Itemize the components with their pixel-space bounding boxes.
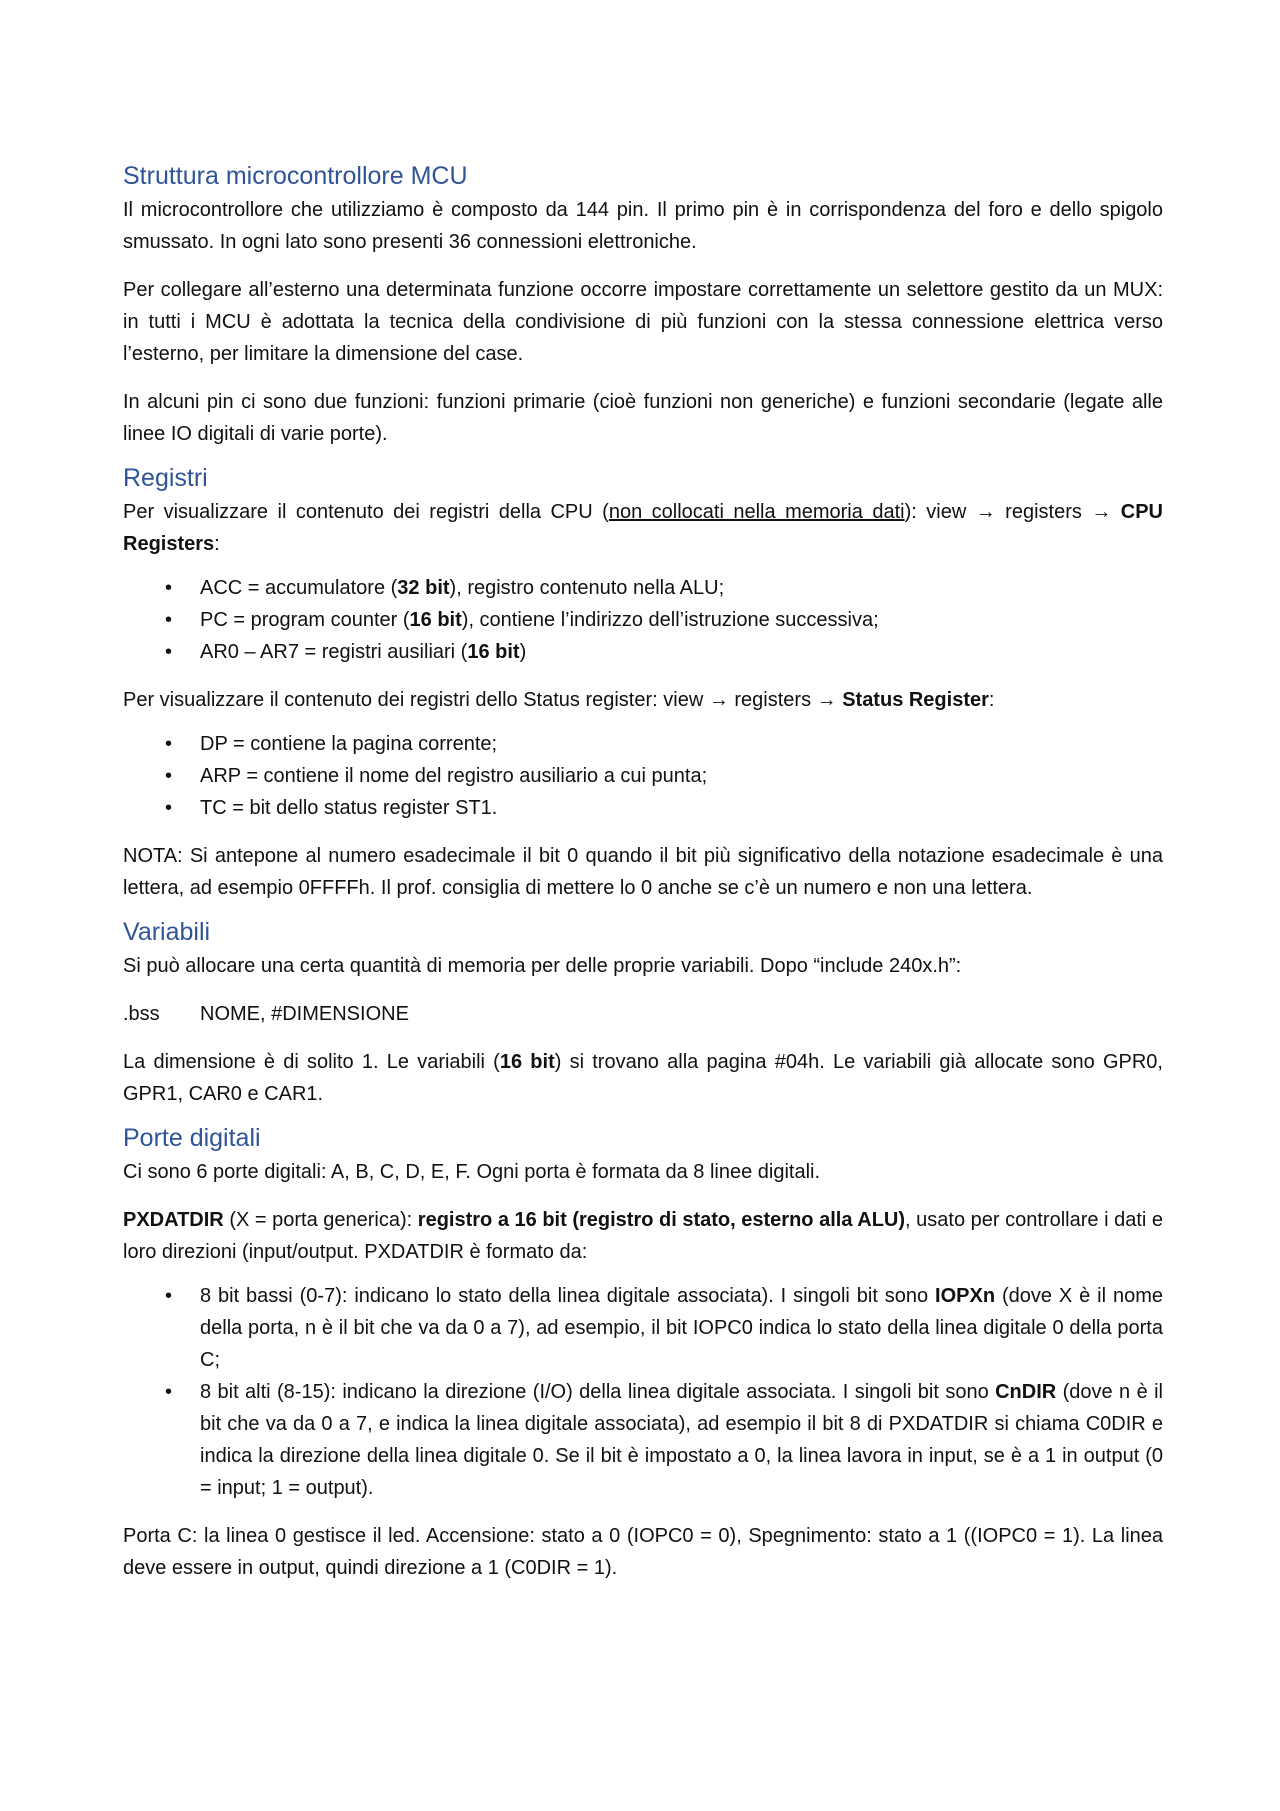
code-line: .bss NOME, #DIMENSIONE <box>123 1003 409 1025</box>
pxdatdir-list <box>123 1280 1163 1504</box>
list-item: • 8 bit bassi (0-7): indicano lo stato della linea digitale associata). I singoli bit sono IOPXn (dove X è il nome della porta, n è il bit che va da 0 a 7), ad esempio, il bit IOPC0 indica lo stato della linea digitale 0 della porta C; <box>165 1285 1163 1371</box>
paragraph: Per visualizzare il contenuto dei registri della CPU (non collocati nella memoria dati): view → registers → CPU Registers: <box>123 501 1163 555</box>
paragraph: Il microcontrollore che utilizziamo è composto da 144 pin. Il primo pin è in corrispondenza del foro e dello spigolo smussato. In ogni lato sono presenti 36 connessioni elettroniche. <box>123 199 1163 253</box>
list-item: • ARP = contiene il nome del registro ausiliario a cui punta; <box>165 765 708 787</box>
status-register-list <box>123 728 1163 824</box>
list-item: • 8 bit alti (8-15): indicano la direzione (I/O) della linea digitale associata. I singoli bit sono CnDIR (dove n è il bit che va da 0 a 7, e indica la linea digitale associata), ad esempio il bit 8 di PXDATDIR si chiama C0DIR e indica la direzione della linea digitale 0. Se il bit è impostato a 0, la linea lavora in input, se è a 1 in output (0 = input; 1 = output). <box>165 1381 1163 1499</box>
list-item: • DP = contiene la pagina corrente; <box>165 733 498 755</box>
paragraph: Ci sono 6 porte digitali: A, B, C, D, E, F. Ogni porta è formata da 8 linee digitali. <box>123 1161 821 1183</box>
paragraph: Si può allocare una certa quantità di memoria per delle proprie variabili. Dopo “include 240x.h”: <box>123 955 962 977</box>
heading-struttura: Struttura microcontrollore MCU <box>123 162 468 190</box>
paragraph: La dimensione è di solito 1. Le variabili (16 bit) si trovano alla pagina #04h. Le variabili già allocate sono GPR0, GPR1, CAR0 e CAR1. <box>123 1051 1163 1105</box>
heading-porte-digitali: Porte digitali <box>123 1124 261 1152</box>
document-page <box>123 158 1163 1600</box>
heading-registri: Registri <box>123 464 208 492</box>
heading-variabili: Variabili <box>123 918 211 946</box>
paragraph: Per collegare all’esterno una determinata funzione occorre impostare correttamente un selettore gestito da un MUX: in tutti i MCU è adottata la tecnica della condivisione di più funzioni con la stessa connessione elettrica verso l’esterno, per limitare la dimensione del case. <box>123 279 1163 365</box>
paragraph: Per visualizzare il contenuto dei registri dello Status register: view → registers → Status Register: <box>123 689 995 711</box>
list-item: • PC = program counter (16 bit), contiene l’indirizzo dell’istruzione successiva; <box>165 609 879 631</box>
paragraph: In alcuni pin ci sono due funzioni: funzioni primarie (cioè funzioni non generiche) e funzioni secondarie (legate alle linee IO digitali di varie porte). <box>123 391 1163 445</box>
paragraph: Porta C: la linea 0 gestisce il led. Accensione: stato a 0 (IOPC0 = 0), Spegnimento: stato a 1 ((IOPC0 = 1). La linea deve essere in output, quindi direzione a 1 (C0DIR = 1). <box>123 1525 1163 1579</box>
paragraph: PXDATDIR (X = porta generica): registro a 16 bit (registro di stato, esterno alla ALU), usato per controllare i dati e loro direzioni (input/output. PXDATDIR è formato da: <box>123 1209 1164 1263</box>
cpu-registers-list <box>123 572 1163 668</box>
paragraph: NOTA: Si antepone al numero esadecimale il bit 0 quando il bit più significativo della notazione esadecimale è una lettera, ad esempio 0FFFFh. Il prof. consiglia di mettere lo 0 anche se c’è un numero e non una lettera. <box>123 845 1163 899</box>
list-item: • AR0 – AR7 = registri ausiliari (16 bit) <box>165 641 527 663</box>
list-item: • ACC = accumulatore (32 bit), registro contenuto nella ALU; <box>165 577 725 599</box>
list-item: • TC = bit dello status register ST1. <box>165 797 498 819</box>
